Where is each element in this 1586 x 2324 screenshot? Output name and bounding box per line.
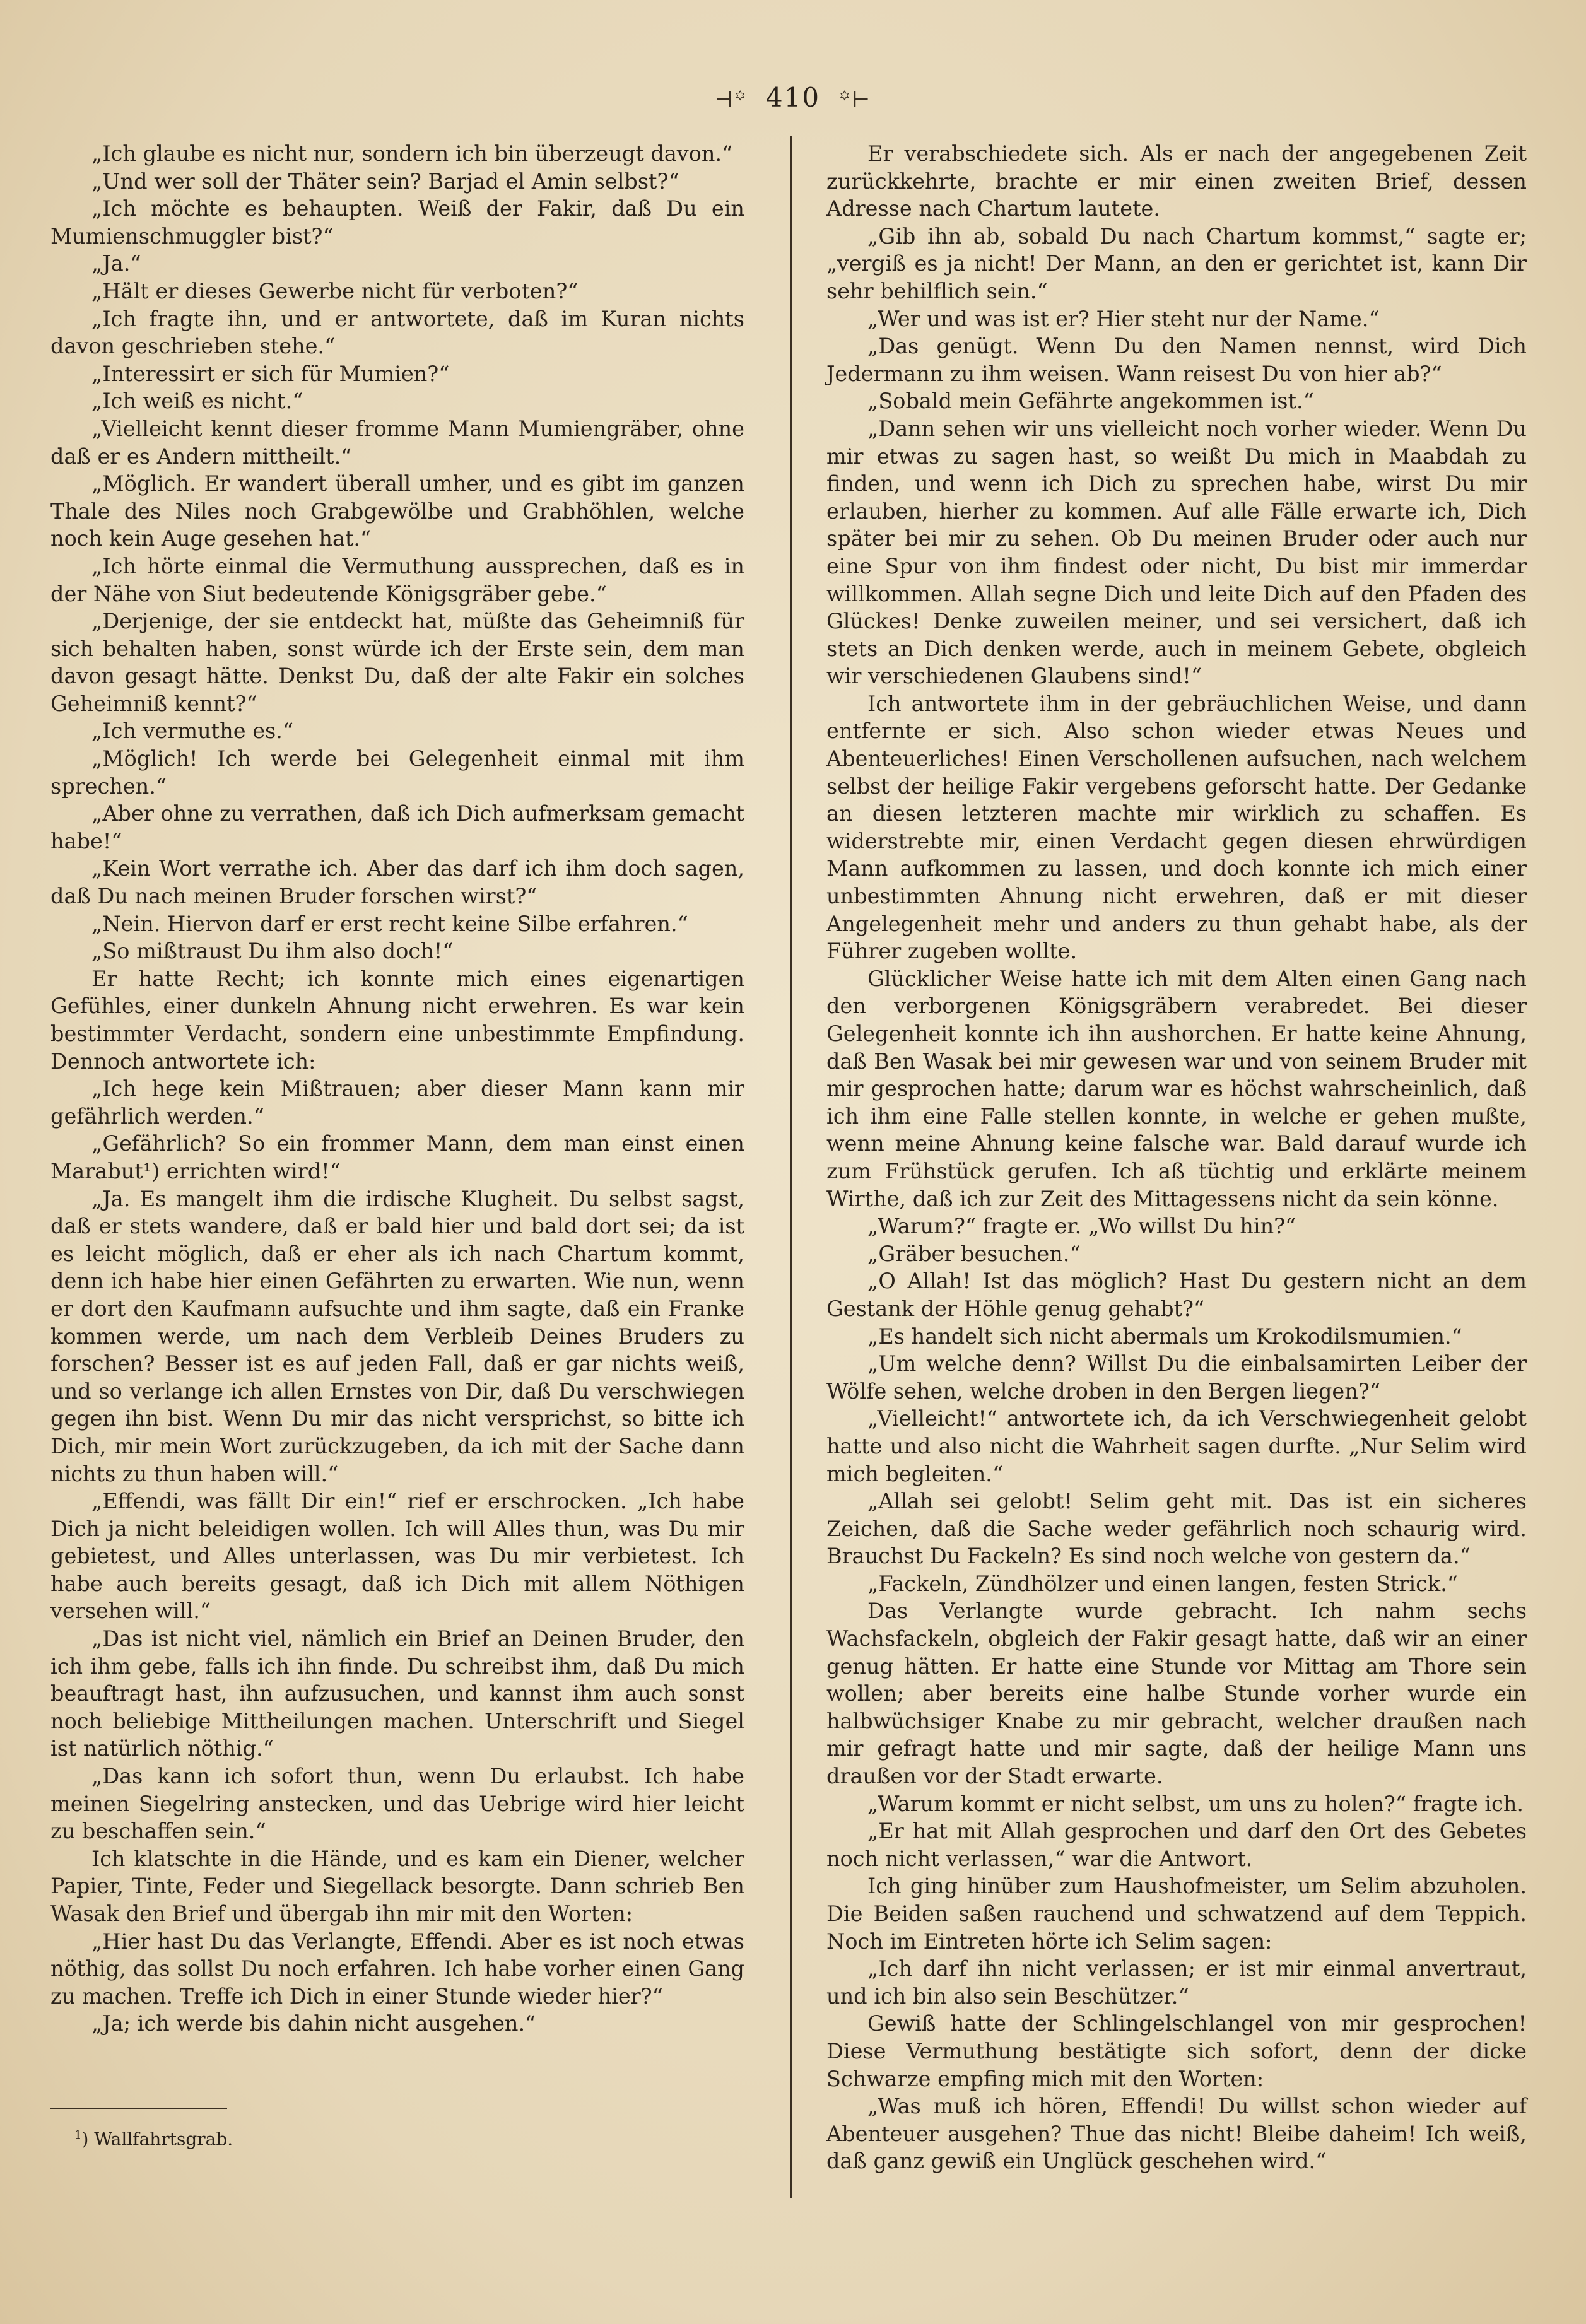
paragraph: „Es handelt sich nicht abermals um Krokodilsmumien.“ bbox=[867, 1323, 1462, 1349]
footnote-text: ) Wallfahrtsgrab. bbox=[81, 2128, 233, 2150]
paragraph: „Vielleicht!“ antwortete ich, da ich Verschwiegenheit gelobt hatte und also nicht die Wahrheit sagen durfte. „Nur Selim wird mich begleiten.“ bbox=[826, 1406, 1527, 1486]
paragraph: „Ich möchte es behaupten. Weiß der Fakir, daß Du ein Mumienschmuggler bist?“ bbox=[50, 196, 744, 249]
paragraph: „O Allah! Ist das möglich? Hast Du gestern nicht an dem Gestank der Höhle genug gehabt?“ bbox=[826, 1269, 1527, 1321]
paragraph: „Ich hörte einmal die Vermuthung aussprechen, daß es in der Nähe von Siut bedeutende Königsgräber gebe.“ bbox=[50, 553, 744, 606]
paragraph: Ich klatschte in die Hände, und es kam ein Diener, welcher Papier, Tinte, Feder und Siegellack besorgte. Dann schrieb Ben Wasak den Brief und übergab ihn mir mit den Worten: bbox=[50, 1846, 744, 1926]
paragraph: „Ja. Es mangelt ihm die irdische Klugheit. Du selbst sagst, daß er stets wandere, daß er bald hier und bald dort sei; da ist es leicht möglich, daß er eher als ich nach Chartum kommt, denn ich habe hier einen Gefährten zu erwarten. Wie nun, wenn er dort den Kaufmann aufsuchte und ihm sagte, daß ein Franke kommen werde, um nach dem Verbleib Deines Bruders zu forschen? Besser ist es auf jeden Fall, daß er gar nichts weiß, und so verlange ich allen Ernstes von Dir, daß Du verschwiegen gegen ihn bist. Wenn Du mir das nicht versprichst, so bitte ich Dich, mir mein Wort zurückzugeben, da ich mit der Sache dann nichts zu thun haben will.“ bbox=[50, 1186, 744, 1486]
paragraph: Ich antwortete ihm in der gebräuchlichen Weise, und dann entfernte er sich. Also schon wieder etwas Neues und Abenteuerliches! Einen Verschollenen aufsuchen, nach welchem selbst der heilige Fakir vergebens geforscht hatte. Der Gedanke an diesen letzteren machte mir wirklich zu schaffen. Es widerstrebte mir, einen Verdacht gegen diesen ehrwürdigen Mann aufkommen zu lassen, und doch konnte ich mich einer unbestimmten Ahnung nicht erwehren, daß er mit dieser Angelegenheit mehr und anders zu thun gehabt habe, als der Führer zugeben wollte. bbox=[826, 691, 1527, 964]
column-divider bbox=[790, 136, 792, 2198]
paragraph: Glücklicher Weise hatte ich mit dem Alten einen Gang nach den verborgenen Königsgräbern verabredet. Bei dieser Gelegenheit konnte ich ihn aushorchen. Er hatte keine Ahnung, daß Ben Wasak bei mir gewesen war und von seinem Bruder mit mir gesprochen hatte; darum war es höchst wahrscheinlich, daß ich ihm eine Falle stellen konnte, in welche er gehen mußte, wenn meine Ahnung keine falsche war. Bald darauf wurde ich zum Frühstück gerufen. Ich aß tüchtig und erklärte meinem Wirthe, daß ich zur Zeit des Mittagessens nicht da sein könne. bbox=[826, 966, 1527, 1211]
paragraph: Er hatte Recht; ich konnte mich eines eigenartigen Gefühles, einer dunkeln Ahnung nicht erwehren. Es war kein bestimmter Verdacht, sondern eine unbestimmte Empfindung. Dennoch antwortete ich: bbox=[50, 966, 744, 1074]
paragraph: „Ja; ich werde bis dahin nicht ausgehen.“ bbox=[91, 2011, 536, 2036]
header-ornament-right: ꙳⊢ bbox=[838, 87, 872, 112]
left-column bbox=[50, 140, 744, 2038]
paragraph: „Was muß ich hören, Effendi! Du willst schon wieder auf Abenteuer ausgehen? Thue das nicht! Bleibe daheim! Ich weiß, daß ganz gewiß ein Unglück geschehen wird.“ bbox=[826, 2094, 1527, 2174]
paragraph: „Aber ohne zu verrathen, daß ich Dich aufmerksam gemacht habe!“ bbox=[50, 801, 744, 854]
paragraph: „Warum kommt er nicht selbst, um uns zu holen?“ fragte ich. bbox=[867, 1791, 1524, 1816]
paragraph: „Um welche denn? Willst Du die einbalsamirten Leiber der Wölfe sehen, welche droben in den Bergen liegen?“ bbox=[826, 1351, 1527, 1404]
footnote-mark: 1 bbox=[74, 2128, 82, 2142]
paragraph: Er verabschiedete sich. Als er nach der angegebenen Zeit zurückkehrte, brachte er mir einen zweiten Brief, dessen Adresse nach Chartum lautete. bbox=[826, 141, 1527, 221]
paragraph: „Möglich. Er wandert überall umher, und es gibt im ganzen Thale des Niles noch Grabgewölbe und Grabhöhlen, welche noch kein Auge gesehen hat.“ bbox=[50, 471, 744, 551]
paragraph: „Ich fragte ihn, und er antwortete, daß im Kuran nichts davon geschrieben stehe.“ bbox=[50, 306, 744, 359]
paragraph: „Nein. Hiervon darf er erst recht keine Silbe erfahren.“ bbox=[91, 911, 688, 936]
paragraph: „Gefährlich? So ein frommer Mann, dem man einst einen Marabut¹) errichten wird!“ bbox=[50, 1131, 744, 1183]
paragraph: „Derjenige, der sie entdeckt hat, müßte das Geheimniß für sich behalten haben, sonst würde ich der Erste sein, dem man davon gesagt hätte. Denkst Du, daß der alte Fakir ein solches Geheimniß kennt?“ bbox=[50, 609, 744, 716]
paragraph: „Fackeln, Zündhölzer und einen langen, festen Strick.“ bbox=[867, 1571, 1458, 1596]
footnote bbox=[74, 2128, 233, 2149]
paragraph: „So mißtraust Du ihm also doch!“ bbox=[91, 939, 454, 964]
right-column bbox=[826, 140, 1527, 2175]
footnote-rule bbox=[50, 2108, 227, 2109]
paragraph: „Wer und was ist er? Hier steht nur der Name.“ bbox=[867, 306, 1380, 331]
paragraph: „Dann sehen wir uns vielleicht noch vorher wieder. Wenn Du mir etwas zu sagen hast, so weißt Du mich in Maabdah zu finden, und wenn ich Dich zu sprechen habe, wirst Du mir erlauben, hierher zu kommen. Auf alle Fälle erwarte ich, Dich später bei mir zu sehen. Ob Du meinen Bruder oder auch nur eine Spur von ihm findest oder nicht, Du bist mir immerdar willkommen. Allah segne Dich und leite Dich auf den Pfaden des Glückes! Denke zuweilen meiner, und sei versichert, daß ich stets an Dich denken werde, auch in meinem Gebete, obgleich wir verschiedenen Glaubens sind!“ bbox=[826, 416, 1527, 689]
paragraph: „Hält er dieses Gewerbe nicht für verboten?“ bbox=[91, 278, 579, 303]
paragraph: „Allah sei gelobt! Selim geht mit. Das ist ein sicheres Zeichen, daß die Sache weder gefährlich noch schaurig wird. Brauchst Du Fackeln? Es sind noch welche von gestern da.“ bbox=[826, 1489, 1527, 1569]
paragraph: Das Verlangte wurde gebracht. Ich nahm sechs Wachsfackeln, obgleich der Fakir gesagt hatte, daß wir an einer genug hätten. Er hatte eine Stunde vor Mittag am Thore sein wollen; aber bereits eine halbe Stunde vorher wurde ein halbwüchsiger Knabe zu mir gebracht, welcher draußen nach mir gefragt hatte und mir sagte, daß der heilige Mann uns draußen vor der Stadt erwarte. bbox=[826, 1599, 1527, 1789]
paragraph: „Das ist nicht viel, nämlich ein Brief an Deinen Bruder, den ich ihm gebe, falls ich ihn finde. Du schreibst ihm, daß Du mich beauftragt hast, ihn aufzusuchen, und kannst ihm auch sonst noch beliebige Mittheilungen machen. Unterschrift und Siegel ist natürlich nöthig.“ bbox=[50, 1626, 744, 1761]
paragraph: „Er hat mit Allah gesprochen und darf den Ort des Gebetes noch nicht verlassen,“ war die Antwort. bbox=[826, 1819, 1527, 1871]
paragraph: „Gräber besuchen.“ bbox=[867, 1241, 1081, 1266]
paragraph: „Vielleicht kennt dieser fromme Mann Mumiengräber, ohne daß er es Andern mittheilt.“ bbox=[50, 416, 744, 469]
paragraph: „Ich darf ihn nicht verlassen; er ist mir einmal anvertraut, und ich bin also sein Beschützer.“ bbox=[826, 1956, 1527, 2009]
paragraph: „Ich weiß es nicht.“ bbox=[91, 389, 303, 414]
paragraph: „Sobald mein Gefährte angekommen ist.“ bbox=[867, 389, 1314, 414]
header-ornament-left: ⊣꙳ bbox=[714, 87, 748, 112]
paragraph: Gewiß hatte der Schlingelschlangel von mir gesprochen! Diese Vermuthung bestätigte sich sofort, denn der dicke Schwarze empfing mich mit den Worten: bbox=[826, 2011, 1527, 2091]
paragraph: „Ich hege kein Mißtrauen; aber dieser Mann kann mir gefährlich werden.“ bbox=[50, 1076, 744, 1129]
paragraph: „Interessirt er sich für Mumien?“ bbox=[91, 361, 450, 386]
paragraph: „Und wer soll der Thäter sein? Barjad el Amin selbst?“ bbox=[91, 168, 679, 194]
paragraph: „Ich glaube es nicht nur, sondern ich bin überzeugt davon.“ bbox=[91, 141, 733, 166]
paragraph: „Möglich! Ich werde bei Gelegenheit einmal mit ihm sprechen.“ bbox=[50, 746, 744, 799]
paragraph: „Ich vermuthe es.“ bbox=[91, 719, 293, 744]
page-header bbox=[0, 82, 1586, 113]
paragraph: „Effendi, was fällt Dir ein!“ rief er erschrocken. „Ich habe Dich ja nicht beleidigen wollen. Ich will Alles thun, was Du mir gebietest, und Alles unterlassen, was Du mir verbietest. Ich habe auch bereits gesagt, daß ich Dich mit allem Nöthigen versehen will.“ bbox=[50, 1489, 744, 1624]
paragraph: „Gib ihn ab, sobald Du nach Chartum kommst,“ sagte er; „vergiß es ja nicht! Der Mann, an den er gerichtet ist, kann Dir sehr behilflich sein.“ bbox=[826, 223, 1527, 303]
page-number: 410 bbox=[765, 82, 821, 113]
paragraph: „Hier hast Du das Verlangte, Effendi. Aber es ist noch etwas nöthig, das sollst Du noch erfahren. Ich habe vorher einen Gang zu machen. Treffe ich Dich in einer Stunde wieder hier?“ bbox=[50, 1928, 744, 2009]
paragraph: „Das kann ich sofort thun, wenn Du erlaubst. Ich habe meinen Siegelring anstecken, und das Uebrige wird hier leicht zu beschaffen sein.“ bbox=[50, 1764, 744, 1844]
paragraph: „Ja.“ bbox=[91, 251, 141, 276]
paragraph: „Kein Wort verrathe ich. Aber das darf ich ihm doch sagen, daß Du nach meinen Bruder forschen wirst?“ bbox=[50, 856, 744, 909]
paragraph: Ich ging hinüber zum Haushofmeister, um Selim abzuholen. Die Beiden saßen rauchend und schwatzend auf dem Teppich. Noch im Eintreten hörte ich Selim sagen: bbox=[826, 1874, 1527, 1954]
paragraph: „Das genügt. Wenn Du den Namen nennst, wird Dich Jedermann zu ihm weisen. Wann reisest Du von hier ab?“ bbox=[826, 334, 1527, 386]
paragraph: „Warum?“ fragte er. „Wo willst Du hin?“ bbox=[867, 1214, 1296, 1239]
